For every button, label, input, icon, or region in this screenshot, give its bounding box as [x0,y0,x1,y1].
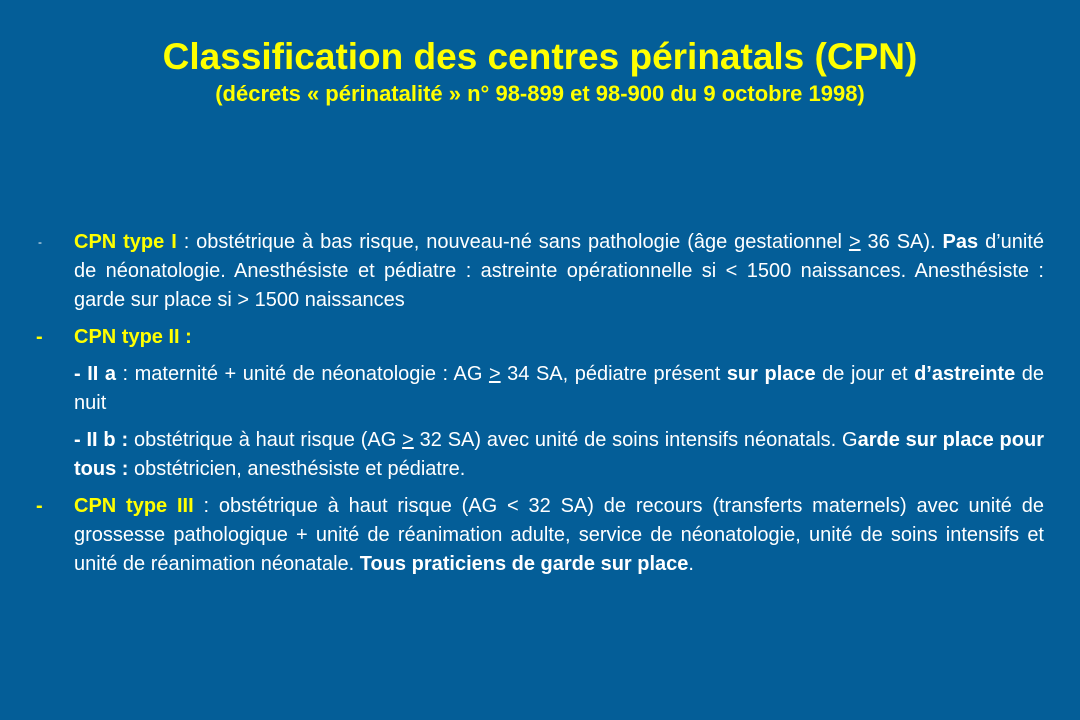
text-segment: : obstétrique à bas risque, nouveau-né sans pathologie (âge gestationnel [176,231,849,253]
text-segment: . [688,553,694,575]
cpn-type-1-item [36,228,1044,315]
text-segment: : obstétrique à haut risque (AG < 32 SA) de recours (transferts maternels) avec unité de grossesse pathologique + unité de réanimation adulte, service de néonatologie, unité de soins intensifs et unité de réanimation néonatale. [74,495,1044,575]
text-segment: 32 SA) avec unité de soins intensifs néonatals. G [413,429,858,451]
ge-symbol: > [488,363,501,385]
bold-segment: d’astreinte [914,363,1016,385]
bullet-dash: - [36,326,43,348]
slide-body [36,228,1044,587]
title-block [0,34,1080,108]
text-segment: obstétricien, anesthésiste et pédiatre. [128,458,466,480]
bold-segment: arde sur place pour tous : [74,429,1044,480]
ge-symbol: > [402,429,414,451]
cpn-type-2-label: CPN type II : [74,326,192,348]
text-segment: 34 SA, pédiatre présent [500,363,727,385]
slide-subtitle: (décrets « périnatalité » n° 98-899 et 98-900 du 9 octobre 1998) [215,81,865,106]
ge-symbol: > [848,231,861,253]
cpn-type-3-item [36,492,1044,579]
bullet-dash: - [38,235,42,249]
cpn-type-1-label: CPN type I [74,231,177,253]
cpn-type-3-text [74,492,1044,579]
slide-title: Classification des centres périnatals (CPN) [162,36,918,77]
cpn-type-2b-label: - II b : [74,429,129,451]
cpn-type-2-item [36,323,1044,352]
text-segment: d’unité de néonatologie. Anesthésiste et pédiatre : astreinte opérationnelle si < 1500 naissances. Anesthésiste : garde sur place si > 1500 naissances [74,231,1045,311]
cpn-type-1-text [74,228,1044,315]
cpn-type-3-label: CPN type III [74,495,194,517]
bold-segment: Pas [942,231,979,253]
cpn-type-2b-item [36,426,1044,484]
text-segment: : maternité + unité de néonatologie : AG [115,363,489,385]
cpn-type-2a-item [36,360,1044,418]
bold-segment: sur place [726,363,816,385]
text-segment: de jour et [815,363,915,385]
bold-segment: Tous praticiens de garde sur place [359,553,689,575]
text-segment: de nuit [74,363,1045,414]
cpn-type-2a-label: - II a [74,363,116,385]
text-segment: obstétrique à haut risque (AG [128,429,403,451]
bullet-dash: - [36,495,43,517]
text-segment: 36 SA). [860,231,943,253]
